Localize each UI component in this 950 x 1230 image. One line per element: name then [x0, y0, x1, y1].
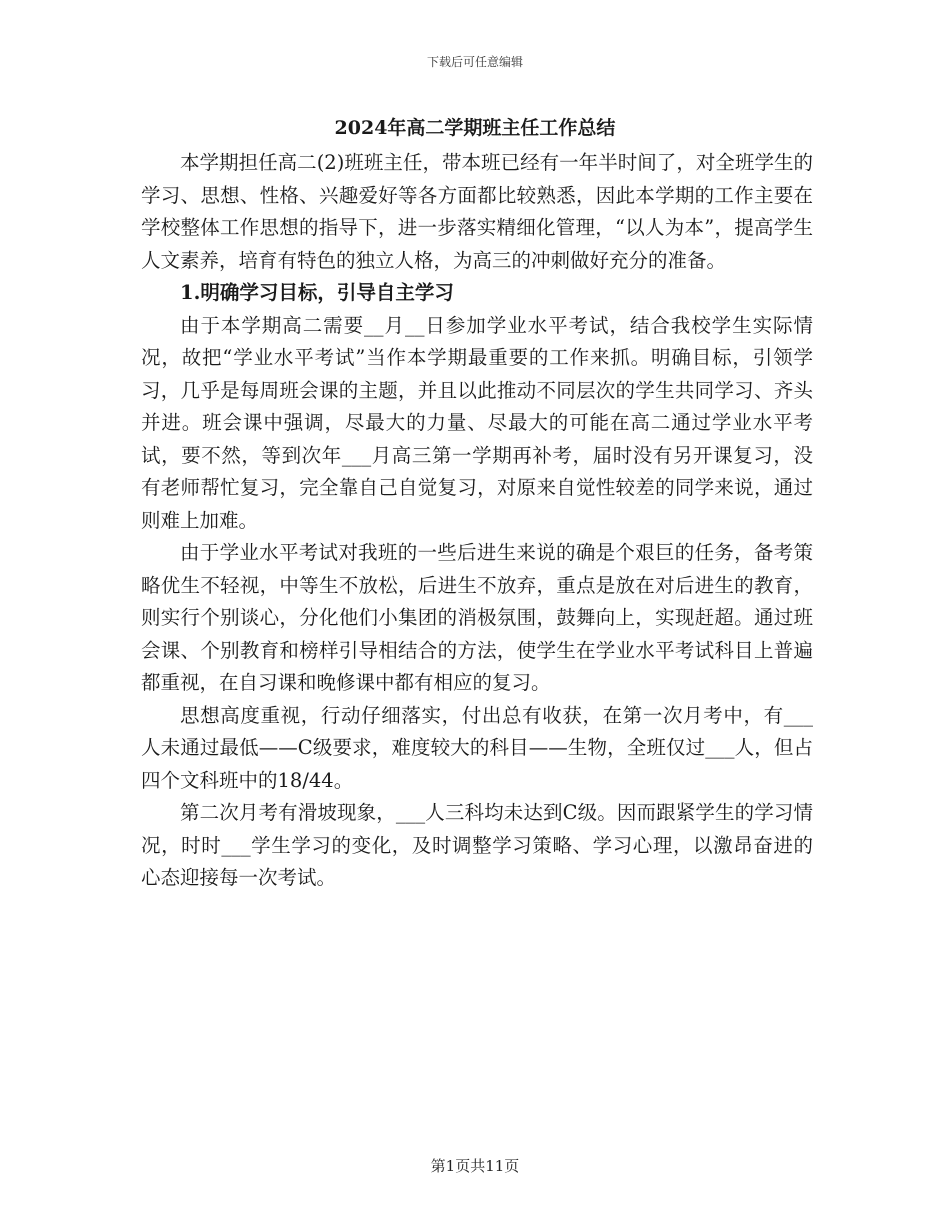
paragraph-exam-strategy: 由于学业水平考试对我班的一些后进生来说的确是个艰巨的任务，备考策略优生不轻视，中等生不放松，后进生不放弃，重点是放在对后进生的教育，则实行个别谈心，分化他们小集团的消极氛围，鼓舞向上，实现赶超。通过班会课、个别教育和榜样引导相结合的方法，使学生在学业水平考试科目上普遍都重视，在自习课和晚修课中都有相应的复习。: [141, 541, 813, 694]
paragraph-first-exam: 思想高度重视，行动仔细落实，付出总有收获，在第一次月考中，有___人未通过最低——C级要求，难度较大的科目——生物，全班仅过___人，但占四个文科班中的18/44。: [141, 703, 813, 792]
page-number-footer: 第1页共11页: [430, 1157, 520, 1175]
paragraph-second-exam: 第二次月考有滑坡现象，___人三科均未达到C级。因而跟紧学生的学习情况，时时___学生学习的变化，及时调整学习策略、学习心理，以激昂奋进的心态迎接每一次考试。: [141, 801, 813, 889]
document-title: 2024年高二学期班主任工作总结: [334, 117, 616, 139]
section-heading-1: 1.明确学习目标，引导自主学习: [180, 281, 454, 304]
document-body: [141, 147, 813, 895]
paragraph-exam-goal: 由于本学期高二需要__月__日参加学业水平考试，结合我校学生实际情况，故把“学业水平考试”当作本学期最重要的工作来抓。明确目标，引领学习，几乎是每周班会课的主题，并且以此推动不同层次的学生共同学习、齐头并进。班会课中强调，尽最大的力量、尽最大的可能在高二通过学业水平考试，要不然，等到次年___月高三第一学期再补考，届时没有另开课复习，没有老师帮忙复习，完全靠自己自觉复习，对原来自觉性较差的同学来说，通过则难上加难。: [141, 313, 813, 532]
paragraph-intro: 本学期担任高二(2)班班主任，带本班已经有一年半时间了，对全班学生的学习、思想、性格、兴趣爱好等各方面都比较熟悉，因此本学期的工作主要在学校整体工作思想的指导下，进一步落实精细化管理，“以人为本”，提高学生人文素养，培育有特色的独立人格，为高三的冲刺做好充分的准备。: [141, 151, 813, 272]
header-note: 下载后可任意编辑: [426, 55, 523, 69]
